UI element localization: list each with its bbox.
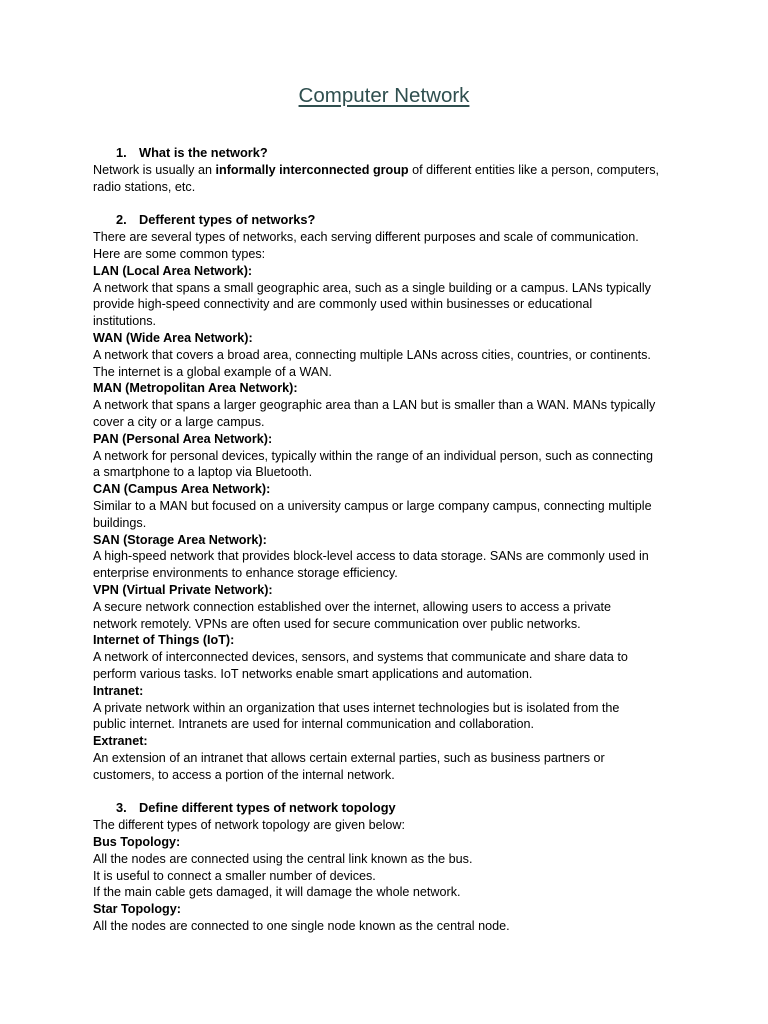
network-type-term: SAN (Storage Area Network): (93, 532, 267, 547)
paragraph-line: radio stations, etc. (93, 179, 196, 194)
network-type-term: VPN (Virtual Private Network): (93, 582, 273, 597)
paragraph-line: enterprise environments to enhance storage efficiency. (93, 566, 398, 581)
paragraph-line: It is useful to connect a smaller number of devices. (93, 868, 376, 883)
section-heading-text: What is the network? (139, 145, 268, 160)
page-title: Computer Network (298, 84, 470, 107)
topology-term: Bus Topology: (93, 835, 181, 850)
paragraph-line (93, 162, 683, 179)
section-number: 2. (116, 212, 127, 228)
paragraph-line: perform various tasks. IoT networks enable smart applications and automation. (93, 666, 533, 681)
document-body (93, 145, 683, 935)
paragraph-line: buildings. (93, 515, 147, 530)
paragraph-line: All the nodes are connected using the central link known as the bus. (93, 851, 473, 866)
paragraph-line: a smartphone to a laptop via Bluetooth. (93, 465, 313, 480)
paragraph-line: A secure network connection established over the internet, allowing users to access a private (93, 599, 612, 614)
paragraph-line: The internet is a global example of a WAN. (93, 364, 332, 379)
section-number: 3. (116, 800, 127, 816)
paragraph-line: A private network within an organization that uses internet technologies but is isolated from the (93, 700, 620, 715)
paragraph-line: customers, to access a portion of the internal network. (93, 767, 395, 782)
paragraph-line: There are several types of networks, each serving different purposes and scale of communication. (93, 230, 639, 245)
paragraph-line: provide high-speed connectivity and are commonly used within businesses or educational (93, 297, 593, 312)
paragraph-line: A network for personal devices, typically within the range of an individual person, such as connecting (93, 448, 654, 463)
network-type-term: MAN (Metropolitan Area Network): (93, 381, 298, 396)
network-type-term: PAN (Personal Area Network): (93, 431, 273, 446)
paragraph-line: A network that spans a larger geographic area than a LAN but is smaller than a WAN. MANs typically (93, 398, 656, 413)
spacer (93, 195, 683, 212)
network-type-term: WAN (Wide Area Network): (93, 330, 253, 345)
paragraph-line: All the nodes are connected to one single node known as the central node. (93, 919, 510, 934)
section-number: 1. (116, 145, 127, 160)
section-heading-text: Defferent types of networks? (139, 212, 316, 228)
topology-term: Star Topology: (93, 902, 181, 917)
network-type-term: Extranet: (93, 734, 148, 749)
paragraph-line: network remotely. VPNs are often used for secure communication over public networks. (93, 616, 581, 631)
paragraph-line: institutions. (93, 314, 156, 329)
paragraph-line: An extension of an intranet that allows certain external parties, such as business partners or (93, 750, 605, 765)
text-span: of different entities like a person, computers, (408, 162, 659, 177)
paragraph-line: public internet. Intranets are used for internal communication and collaboration. (93, 717, 535, 732)
section-heading-1 (93, 145, 683, 162)
network-type-term: CAN (Campus Area Network): (93, 482, 271, 497)
paragraph-line: Here are some common types: (93, 246, 266, 261)
network-type-term: Intranet: (93, 683, 144, 698)
paragraph-line: cover a city or a large campus. (93, 414, 265, 429)
paragraph-line: Similar to a MAN but focused on a university campus or large company campus, connecting multiple (93, 498, 652, 513)
section-heading-2 (93, 212, 683, 229)
network-type-term: LAN (Local Area Network): (93, 263, 253, 278)
network-type-term: Internet of Things (IoT): (93, 633, 235, 648)
paragraph-line: A network that spans a small geographic area, such as a single building or a campus. LANs typically (93, 280, 651, 295)
text-span: Network is usually an (93, 162, 216, 177)
section-heading-text: Define different types of network topology (139, 800, 396, 816)
paragraph-line: A network of interconnected devices, sensors, and systems that communicate and share data to (93, 650, 628, 665)
paragraph-line: A network that covers a broad area, connecting multiple LANs across cities, countries, or continents. (93, 347, 651, 362)
paragraph-line: The different types of network topology are given below: (93, 818, 405, 833)
spacer (93, 783, 683, 800)
section-heading-3 (93, 800, 683, 817)
paragraph-line: If the main cable gets damaged, it will damage the whole network. (93, 885, 461, 900)
paragraph-line: A high-speed network that provides block-level access to data storage. SANs are commonly used in (93, 549, 649, 564)
bold-text: informally interconnected group (215, 162, 409, 177)
